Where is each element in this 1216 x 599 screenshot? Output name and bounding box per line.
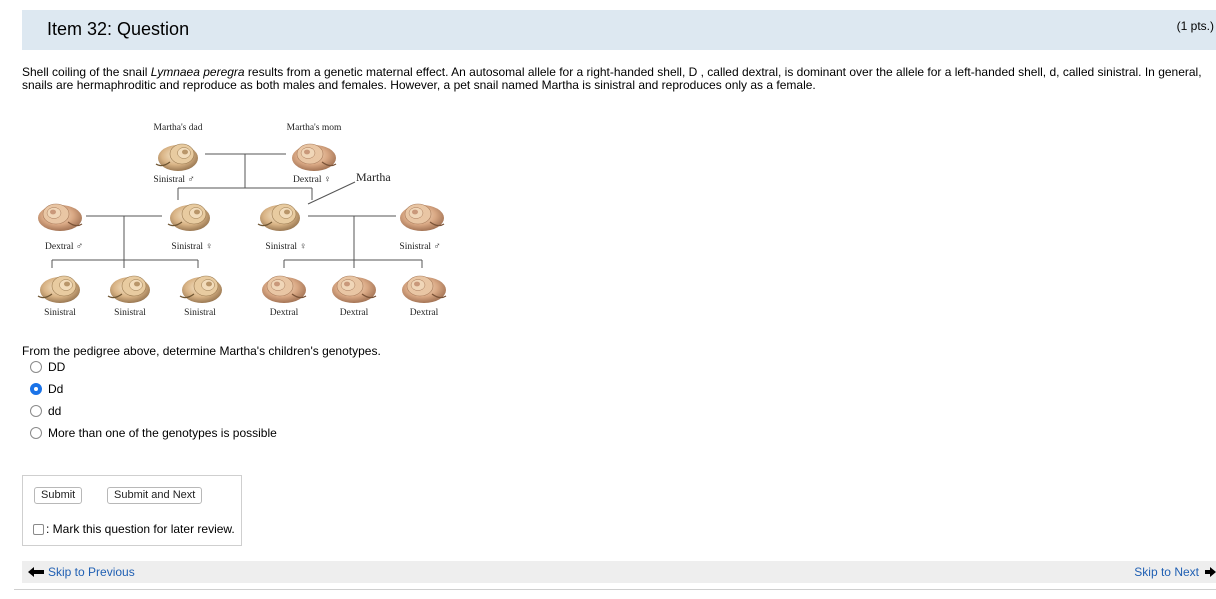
mark-review-label: : Mark this question for later review.	[46, 522, 235, 536]
gen2-sinistral-male-icon	[400, 204, 444, 231]
bottom-divider	[14, 589, 1216, 590]
skip-to-next-link[interactable]	[1134, 565, 1216, 579]
gen2-label-1: Dextral ♂	[45, 242, 83, 252]
mom-phenotype: Dextral ♀	[293, 175, 331, 185]
radio-button[interactable]	[30, 405, 42, 417]
gen3-label-6: Dextral	[409, 308, 439, 318]
submit-button[interactable]: Submit	[34, 487, 82, 504]
gen2-label-2: Sinistral ♀	[171, 242, 213, 252]
gen3-snail-2-icon	[108, 276, 150, 303]
option-label: More than one of the genotypes is possible	[48, 426, 277, 440]
gen3-snail-1-icon	[38, 276, 80, 303]
question-header	[22, 10, 1216, 50]
pedigree-figure	[30, 108, 460, 328]
radio-button[interactable]	[30, 427, 42, 439]
dad-label: Martha's dad	[153, 123, 203, 133]
option-more-than-one[interactable]	[30, 425, 277, 441]
arrow-right-icon	[1205, 567, 1216, 577]
mark-review-checkbox[interactable]	[33, 524, 44, 535]
stem-text-1: Shell coiling of the snail	[22, 65, 151, 79]
stem-text-2: results from a genetic maternal effect. An autosomal allele for a right-handed shell, D , called dextral, is dominant over the allele for a left-handed shell, d, called sinistral. In general, snails are hermaphroditic and reproduce as both males and females. However, a pet snail named Martha is sinistral and reproduces only as a female.	[22, 65, 1202, 92]
option-label: Dd	[48, 382, 64, 396]
submit-and-next-button[interactable]: Submit and Next	[107, 487, 202, 504]
dad-phenotype: Sinistral ♂	[153, 175, 195, 185]
gen3-label-5: Dextral	[339, 308, 369, 318]
species-name: Lymnaea peregra	[150, 65, 245, 79]
option-dd-lower[interactable]	[30, 403, 61, 419]
dad-snail-icon	[156, 144, 198, 171]
radio-button-selected[interactable]	[30, 383, 42, 395]
mom-snail-icon	[292, 144, 336, 171]
arrow-left-icon	[28, 567, 44, 577]
martha-label: Martha	[356, 170, 391, 184]
option-label: DD	[48, 360, 66, 374]
gen3-label-3: Sinistral	[184, 308, 216, 318]
question-title: Item 32: Question	[47, 19, 190, 39]
option-dd-hetero[interactable]	[30, 381, 63, 397]
navigation-bar	[22, 561, 1216, 583]
skip-to-next-label: Skip to Next	[1134, 565, 1199, 579]
gen2-label-4: Sinistral ♂	[399, 242, 441, 252]
option-label: dd	[48, 404, 62, 418]
gen3-label-1: Sinistral	[44, 308, 76, 318]
skip-to-previous-label: Skip to Previous	[48, 565, 135, 579]
mark-review-row	[33, 522, 235, 536]
radio-button[interactable]	[30, 361, 42, 373]
gen3-snail-6-icon	[402, 276, 446, 303]
martha-snail-icon	[258, 204, 300, 231]
skip-to-previous-link[interactable]	[28, 565, 135, 579]
pedigree-diagram	[30, 108, 460, 328]
option-dd-upper[interactable]	[30, 359, 65, 375]
gen3-snail-4-icon	[262, 276, 306, 303]
gen3-snail-3-icon	[180, 276, 222, 303]
gen2-dextral-male-icon	[38, 204, 82, 231]
gen2-sinistral-female-1-icon	[168, 204, 210, 231]
gen3-label-4: Dextral	[269, 308, 299, 318]
submit-panel	[22, 475, 242, 546]
mom-label: Martha's mom	[286, 123, 342, 133]
gen3-snail-5-icon	[332, 276, 376, 303]
gen2-label-3: Sinistral ♀	[265, 242, 307, 252]
question-stem	[22, 66, 1212, 92]
gen3-label-2: Sinistral	[114, 308, 146, 318]
question-prompt: From the pedigree above, determine Martha's children's genotypes.	[22, 344, 381, 358]
points-label: (1 pts.)	[1176, 19, 1214, 33]
